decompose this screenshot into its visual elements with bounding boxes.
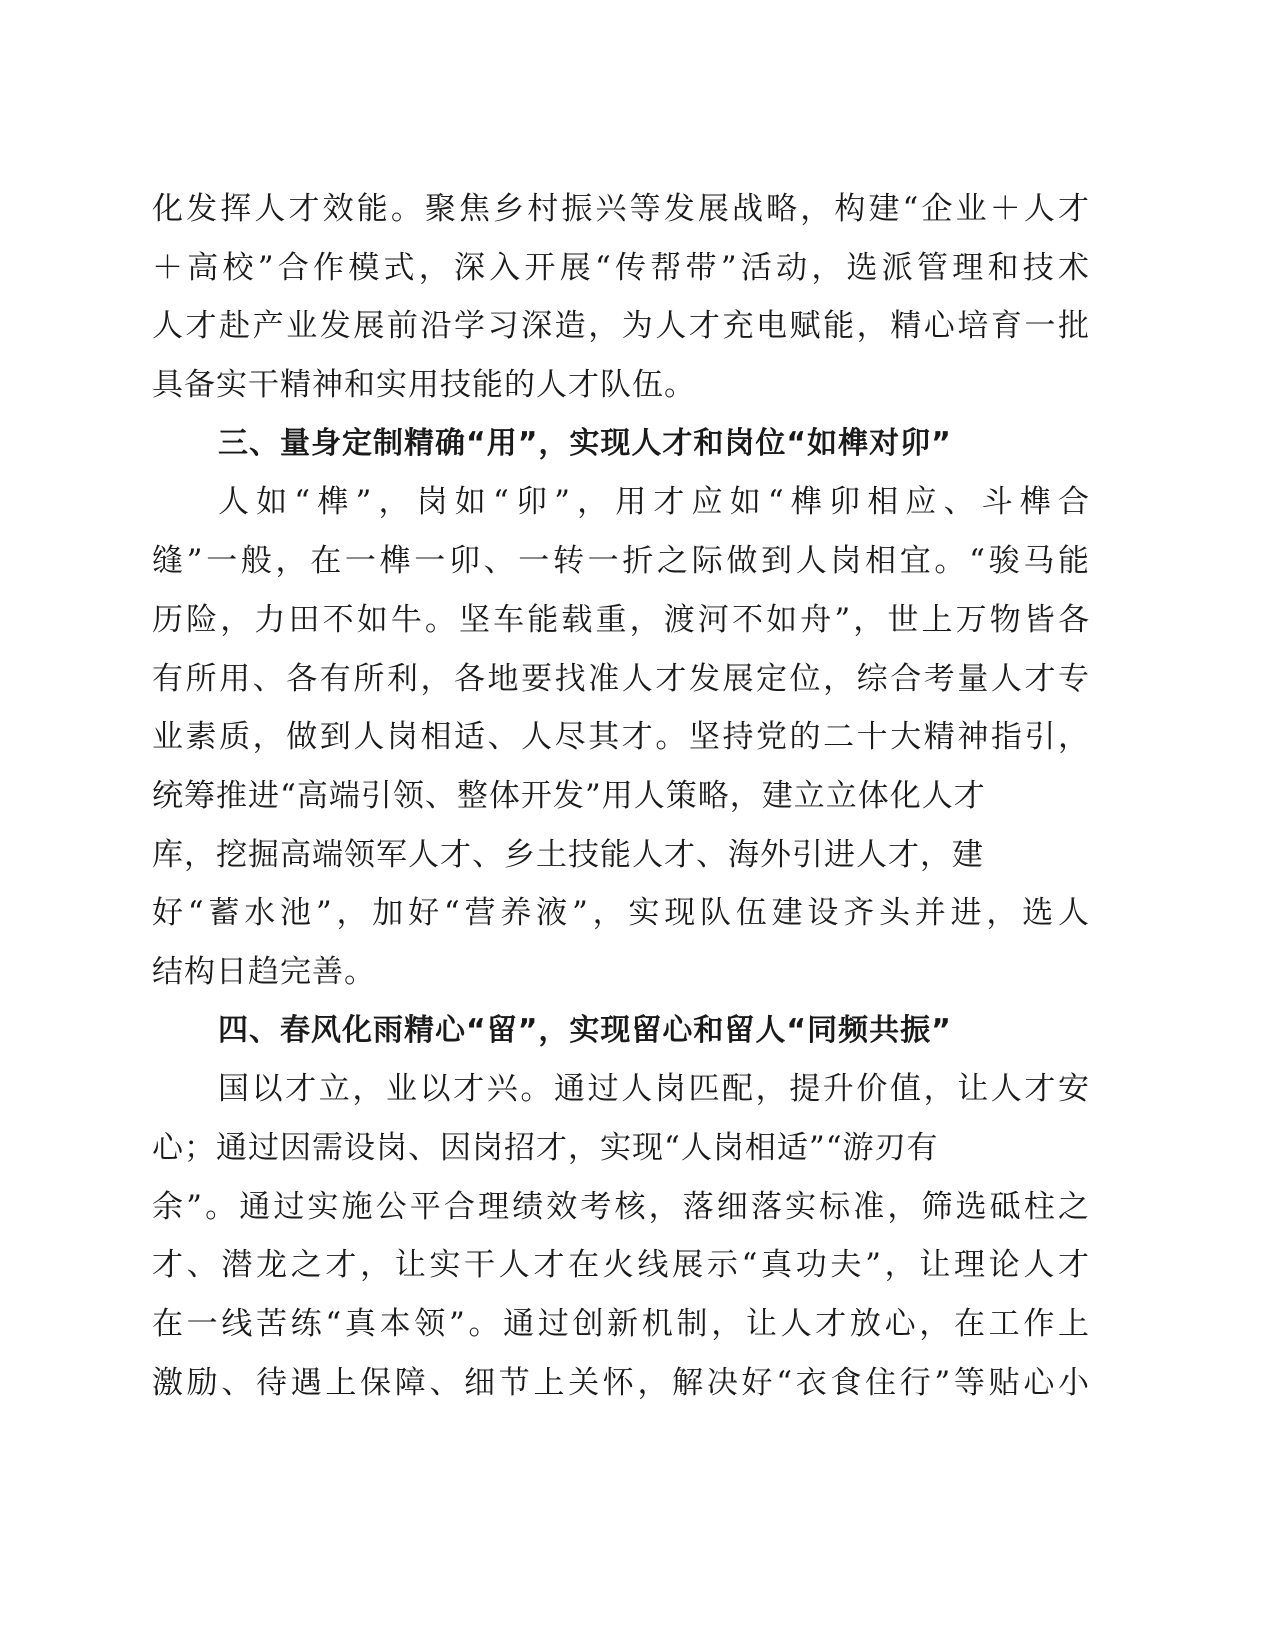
paragraph-line: 好“蓄水池”，加好“营养液”，实现队伍建设齐头并进，选人	[152, 895, 1090, 932]
document-body	[152, 180, 1090, 1412]
paragraph-line: ＋高校”合作模式，深入开展“传帮带”活动，选派管理和技术	[152, 249, 1090, 286]
paragraph-line: 人如“榫”，岗如“卯”，用才应如“榫卯相应、斗榫合	[218, 484, 1090, 521]
paragraph-line: 国以才立，业以才兴。通过人岗匹配，提升价值，让人才安	[218, 1071, 1090, 1108]
paragraph-line: 激励、待遇上保障、细节上关怀，解决好“衣食住行”等贴心小	[152, 1364, 1090, 1401]
paragraph-line: 有所用、各有所利，各地要找准人才发展定位，综合考量人才专	[152, 660, 1090, 697]
paragraph-line: 化发挥人才效能。聚焦乡村振兴等发展战略，构建“企业＋人才	[152, 191, 1090, 227]
paragraph-line: 心；通过因需设岗、因岗招才，实现“人岗相适”“游刃有	[152, 1130, 939, 1166]
section-heading-three: 三、量身定制精确“用”，实现人才和岗位“如榫对卯”	[218, 425, 952, 461]
paragraph-line: 才、潜龙之才，让实干人才在火线展示“真功夫”，让理论人才	[152, 1247, 1090, 1284]
paragraph-line: 结构日趋完善。	[152, 953, 376, 990]
paragraph-line: 余”。通过实施公平合理绩效考核，落细落实标准，筛选砥柱之	[152, 1188, 1090, 1225]
paragraph-line: 库，挖掘高端领军人才、乡土技能人才、海外引进人才，建	[152, 836, 984, 873]
section-heading-four: 四、春风化雨精心“留”，实现留心和留人“同频共振”	[218, 1012, 952, 1048]
paragraph-line: 具备实干精神和实用技能的人才队伍。	[152, 367, 696, 404]
paragraph-line: 历险，力田不如牛。坚车能载重，渡河不如舟”，世上万物皆各	[152, 601, 1090, 638]
paragraph-line: 统筹推进“高端引领、整体开发”用人策略，建立立体化人才	[152, 777, 986, 814]
paragraph-line: 人才赴产业发展前沿学习深造，为人才充电赋能，精心培育一批	[152, 308, 1090, 345]
paragraph-line: 业素质，做到人岗相适、人尽其才。坚持党的二十大精神指引，	[152, 719, 1090, 756]
paragraph-line: 在一线苦练“真本领”。通过创新机制，让人才放心，在工作上	[152, 1306, 1090, 1343]
paragraph-line: 缝”一般，在一榫一卯、一转一折之际做到人岗相宜。“骏马能	[152, 543, 1090, 580]
